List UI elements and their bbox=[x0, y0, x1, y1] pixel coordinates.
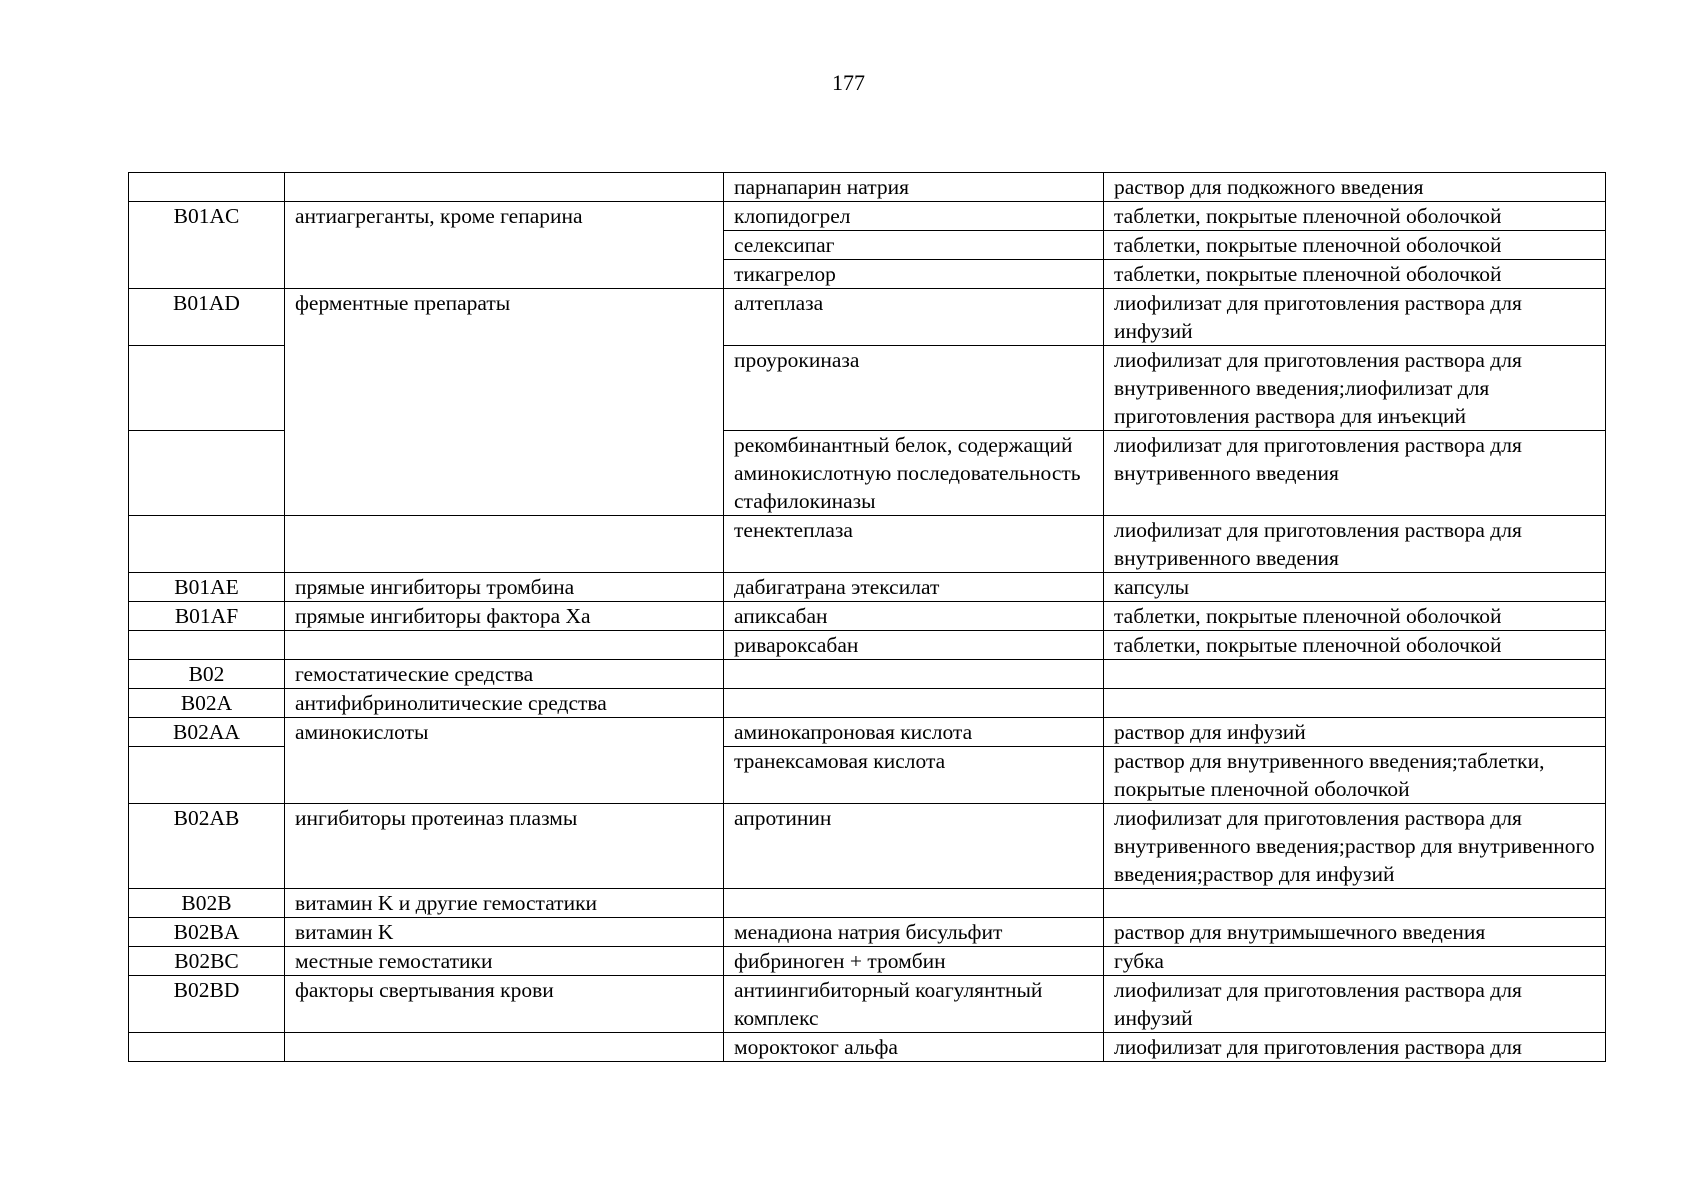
drug-name-cell: дабигатрана этексилат bbox=[724, 573, 1104, 602]
drug-name-cell bbox=[724, 889, 1104, 918]
dosage-form-cell: раствор для инфузий bbox=[1104, 718, 1606, 747]
group-cell: аминокислоты bbox=[285, 718, 724, 804]
page-number: 177 bbox=[832, 70, 865, 95]
table-row bbox=[129, 202, 1606, 231]
group-cell bbox=[285, 173, 724, 202]
table-row bbox=[129, 976, 1606, 1033]
atc-code-cell: B01AF bbox=[129, 602, 285, 631]
dosage-form-cell: лиофилизат для приготовления раствора для инфузий bbox=[1104, 976, 1606, 1033]
table-row bbox=[129, 289, 1606, 346]
table-row bbox=[129, 1033, 1606, 1062]
atc-code-cell: B02 bbox=[129, 660, 285, 689]
atc-code-cell bbox=[129, 747, 285, 804]
table-row bbox=[129, 602, 1606, 631]
group-cell: прямые ингибиторы фактора Xa bbox=[285, 602, 724, 631]
drug-name-cell: апротинин bbox=[724, 804, 1104, 889]
table-row bbox=[129, 947, 1606, 976]
table-row bbox=[129, 573, 1606, 602]
dosage-form-cell: лиофилизат для приготовления раствора для внутривенного введения bbox=[1104, 431, 1606, 516]
atc-code-cell bbox=[129, 516, 285, 573]
drug-name-cell: ривароксабан bbox=[724, 631, 1104, 660]
dosage-form-cell bbox=[1104, 889, 1606, 918]
group-cell: ингибиторы протеиназ плазмы bbox=[285, 804, 724, 889]
table-row bbox=[129, 804, 1606, 889]
group-cell bbox=[285, 1033, 724, 1062]
dosage-form-cell bbox=[1104, 660, 1606, 689]
dosage-form-cell: капсулы bbox=[1104, 573, 1606, 602]
table-row bbox=[129, 718, 1606, 747]
atc-code-cell: B02AB bbox=[129, 804, 285, 889]
drug-name-cell: мороктоког альфа bbox=[724, 1033, 1104, 1062]
table-row bbox=[129, 173, 1606, 202]
dosage-form-cell: лиофилизат для приготовления раствора для внутривенного введения;раствор для внутривенного введения;раствор для инфузий bbox=[1104, 804, 1606, 889]
atc-code-cell: B02BA bbox=[129, 918, 285, 947]
drug-name-cell: фибриноген + тромбин bbox=[724, 947, 1104, 976]
table-row bbox=[129, 889, 1606, 918]
drug-name-cell: аминокапроновая кислота bbox=[724, 718, 1104, 747]
dosage-form-cell: лиофилизат для приготовления раствора для bbox=[1104, 1033, 1606, 1062]
drug-name-cell: селексипаг bbox=[724, 231, 1104, 260]
dosage-form-cell: лиофилизат для приготовления раствора для инфузий bbox=[1104, 289, 1606, 346]
group-cell: антиагреганты, кроме гепарина bbox=[285, 202, 724, 289]
group-cell: местные гемостатики bbox=[285, 947, 724, 976]
drug-name-cell: менадиона натрия бисульфит bbox=[724, 918, 1104, 947]
drug-name-cell: алтеплаза bbox=[724, 289, 1104, 346]
atc-code-cell: B02A bbox=[129, 689, 285, 718]
drug-name-cell: апиксабан bbox=[724, 602, 1104, 631]
dosage-form-cell bbox=[1104, 689, 1606, 718]
dosage-form-cell: губка bbox=[1104, 947, 1606, 976]
table-row bbox=[129, 689, 1606, 718]
atc-code-cell: B02B bbox=[129, 889, 285, 918]
drug-name-cell: клопидогрел bbox=[724, 202, 1104, 231]
atc-code-cell: B02BD bbox=[129, 976, 285, 1033]
drug-name-cell bbox=[724, 660, 1104, 689]
drug-name-cell: тикагрелор bbox=[724, 260, 1104, 289]
table-row bbox=[129, 660, 1606, 689]
table-row bbox=[129, 918, 1606, 947]
dosage-form-cell: раствор для внутримышечного введения bbox=[1104, 918, 1606, 947]
group-cell: гемостатические средства bbox=[285, 660, 724, 689]
drug-name-cell: антиингибиторный коагулянтный комплекс bbox=[724, 976, 1104, 1033]
group-cell: ферментные препараты bbox=[285, 289, 724, 516]
atc-code-cell bbox=[129, 1033, 285, 1062]
table-row bbox=[129, 516, 1606, 573]
group-cell: факторы свертывания крови bbox=[285, 976, 724, 1033]
table-row bbox=[129, 631, 1606, 660]
group-cell bbox=[285, 516, 724, 573]
dosage-form-cell: таблетки, покрытые пленочной оболочкой bbox=[1104, 260, 1606, 289]
atc-code-cell bbox=[129, 173, 285, 202]
atc-code-cell: B02BC bbox=[129, 947, 285, 976]
group-cell bbox=[285, 631, 724, 660]
dosage-form-cell: таблетки, покрытые пленочной оболочкой bbox=[1104, 602, 1606, 631]
drug-name-cell: рекомбинантный белок, содержащий аминокислотную последовательность стафилокиназы bbox=[724, 431, 1104, 516]
drug-name-cell: парнапарин натрия bbox=[724, 173, 1104, 202]
group-cell: прямые ингибиторы тромбина bbox=[285, 573, 724, 602]
group-cell: антифибринолитические средства bbox=[285, 689, 724, 718]
dosage-form-cell: раствор для внутривенного введения;таблетки, покрытые пленочной оболочкой bbox=[1104, 747, 1606, 804]
dosage-form-cell: таблетки, покрытые пленочной оболочкой bbox=[1104, 231, 1606, 260]
atc-code-cell: B01AC bbox=[129, 202, 285, 289]
dosage-form-cell: таблетки, покрытые пленочной оболочкой bbox=[1104, 202, 1606, 231]
atc-code-cell: B01AD bbox=[129, 289, 285, 346]
drug-name-cell: тенектеплаза bbox=[724, 516, 1104, 573]
atc-code-cell bbox=[129, 431, 285, 516]
drug-name-cell bbox=[724, 689, 1104, 718]
atc-code-cell: B01AE bbox=[129, 573, 285, 602]
atc-code-cell bbox=[129, 631, 285, 660]
atc-code-cell bbox=[129, 346, 285, 431]
atc-code-cell: B02AA bbox=[129, 718, 285, 747]
dosage-form-cell: лиофилизат для приготовления раствора для внутривенного введения;лиофилизат для приготовления раствора для инъекций bbox=[1104, 346, 1606, 431]
dosage-form-cell: таблетки, покрытые пленочной оболочкой bbox=[1104, 631, 1606, 660]
group-cell: витамин K и другие гемостатики bbox=[285, 889, 724, 918]
group-cell: витамин K bbox=[285, 918, 724, 947]
drug-table bbox=[128, 172, 1606, 1062]
drug-name-cell: проурокиназа bbox=[724, 346, 1104, 431]
dosage-form-cell: раствор для подкожного введения bbox=[1104, 173, 1606, 202]
drug-name-cell: транексамовая кислота bbox=[724, 747, 1104, 804]
dosage-form-cell: лиофилизат для приготовления раствора для внутривенного введения bbox=[1104, 516, 1606, 573]
